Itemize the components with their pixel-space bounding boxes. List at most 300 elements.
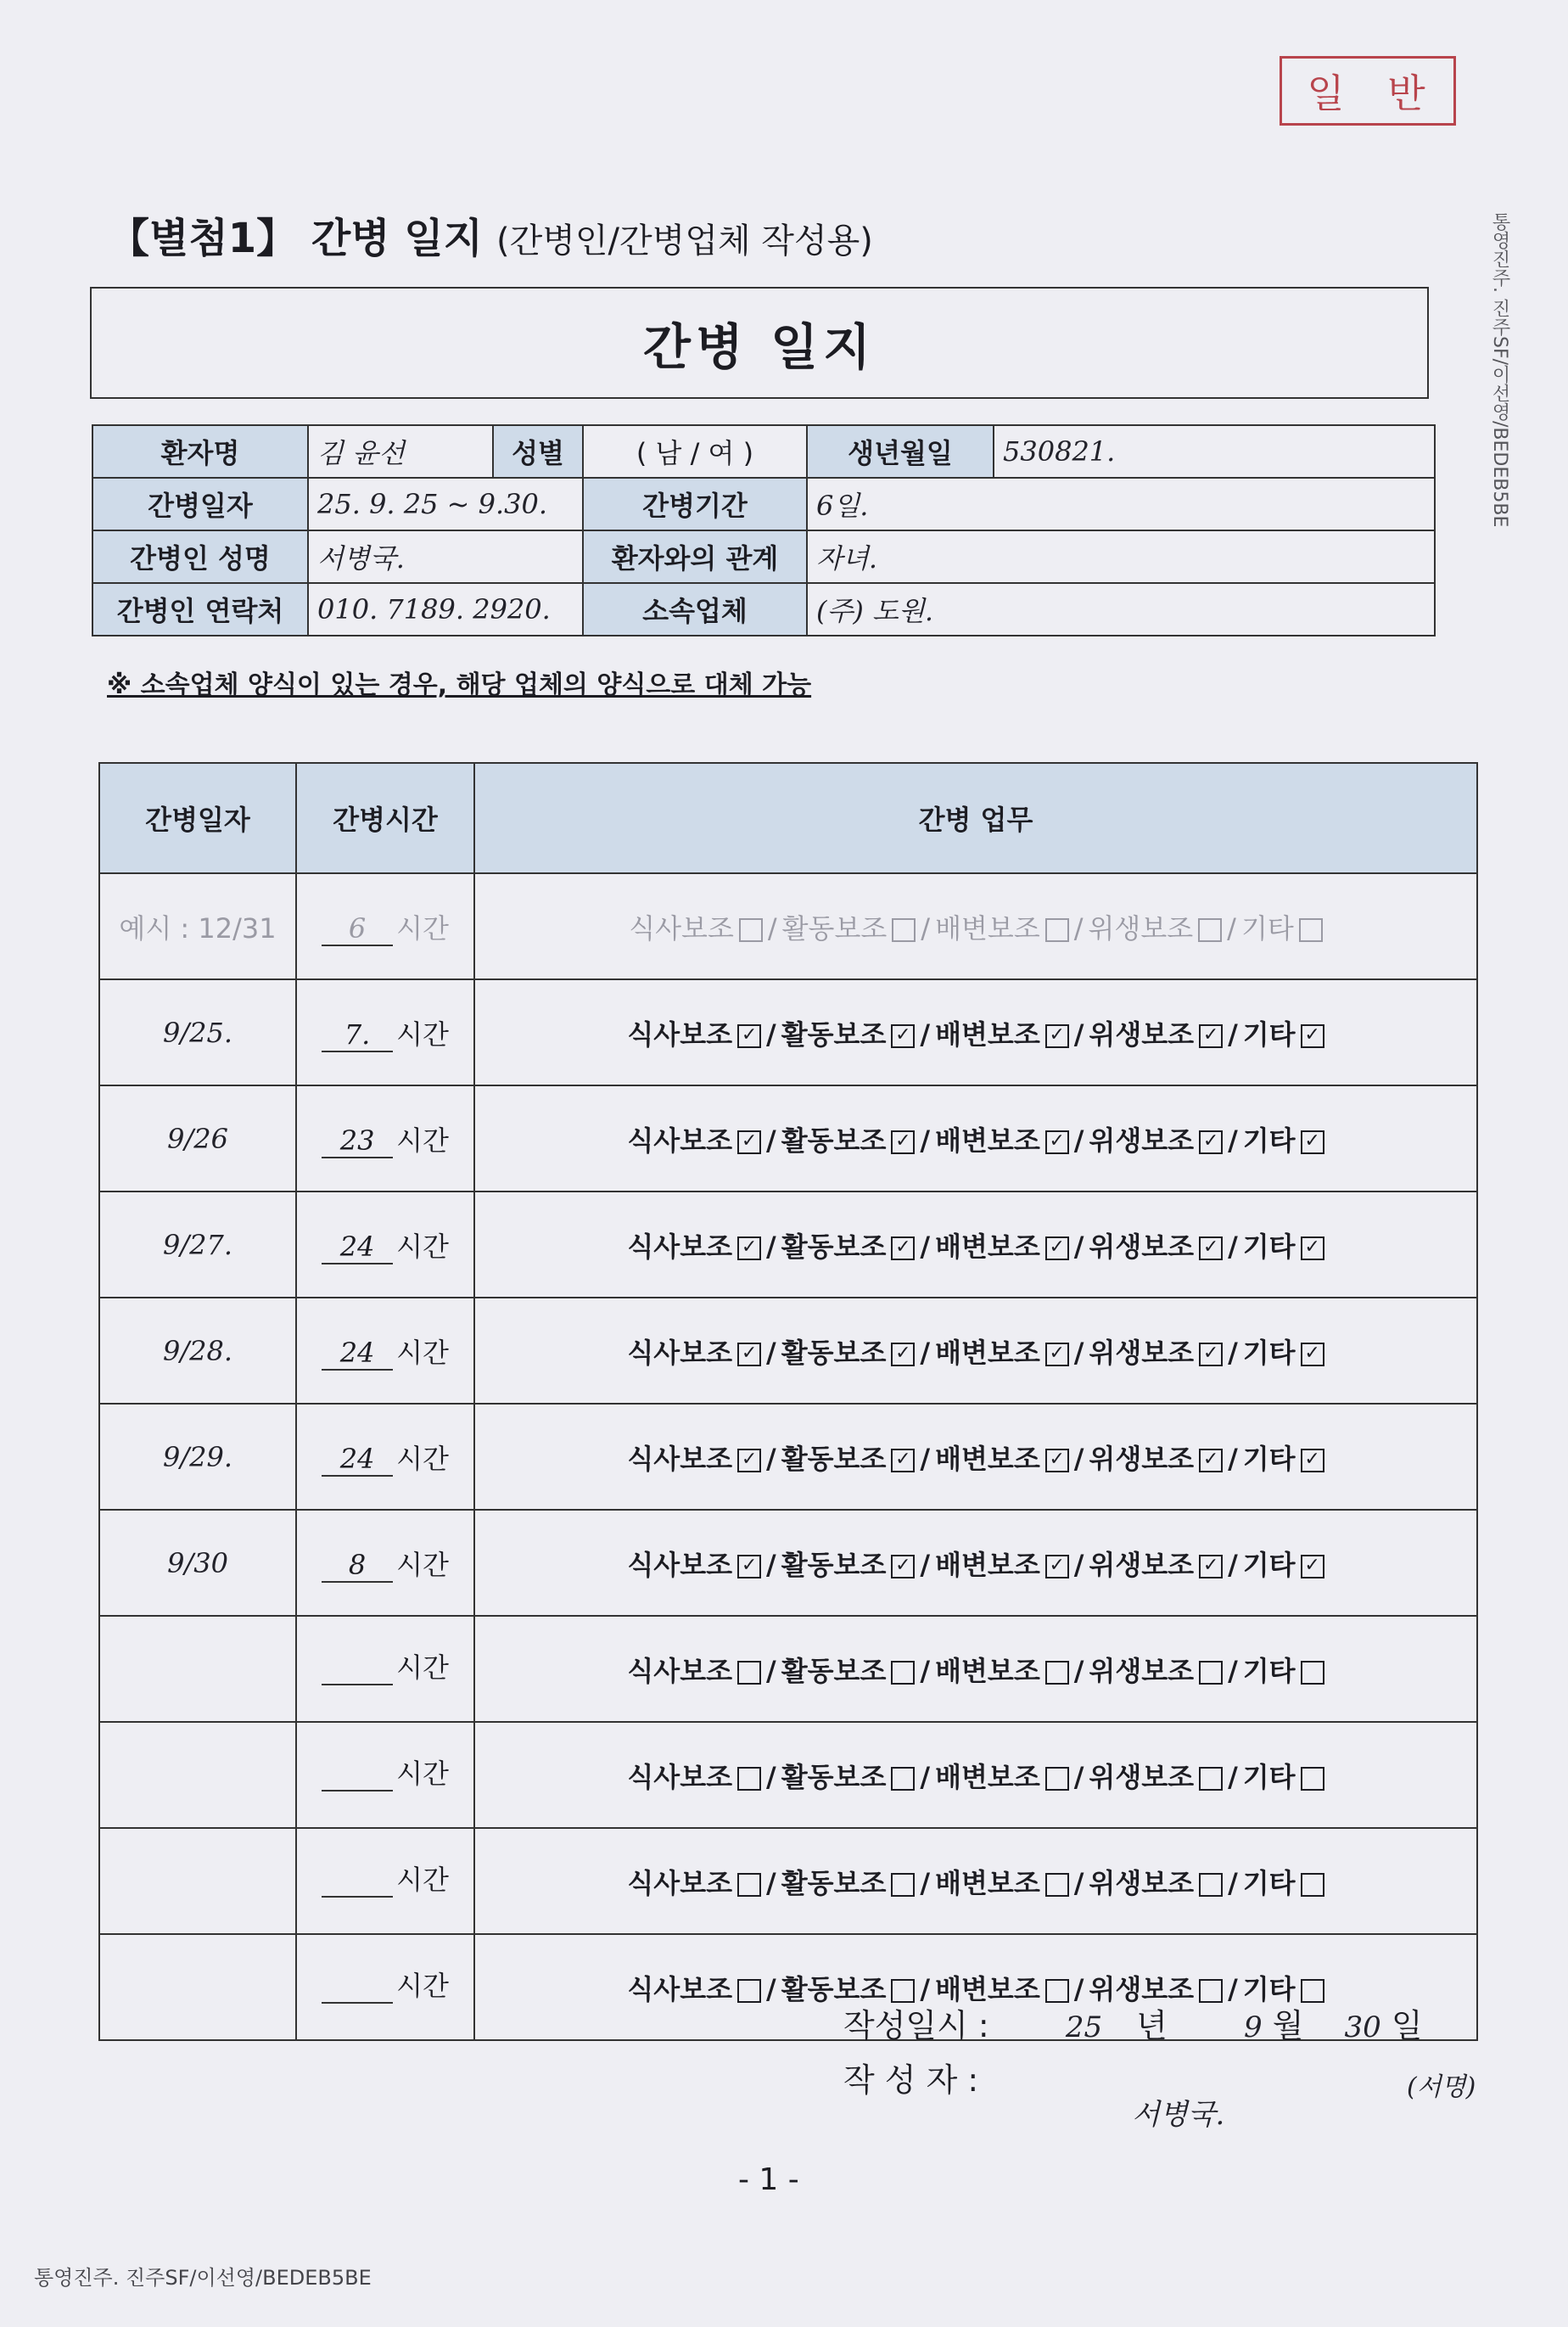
task-item: [935, 912, 1069, 945]
empty-box-icon[interactable]: [891, 1661, 915, 1685]
task-label: 식사보조: [627, 1760, 733, 1793]
task-label: 배변보조: [935, 1442, 1040, 1475]
task-separator: /: [1073, 1654, 1084, 1687]
task-item: [935, 1761, 1069, 1793]
task-label: 기타: [1242, 1866, 1296, 1899]
checked-box-icon[interactable]: ✓: [737, 1130, 761, 1154]
log-tasks-cell: [474, 1510, 1477, 1616]
empty-box-icon[interactable]: [1045, 1661, 1069, 1685]
task-separator: /: [767, 911, 777, 945]
task-label: 식사보조: [627, 1442, 733, 1475]
task-item: [1089, 1018, 1223, 1051]
log-row: [99, 1085, 1477, 1192]
task-item: [1089, 1655, 1223, 1687]
hour-unit: 시간: [396, 1651, 449, 1684]
checked-box-icon[interactable]: ✓: [737, 1449, 761, 1472]
task-label: 위생보조: [1089, 1230, 1195, 1263]
checked-box-icon[interactable]: ✓: [891, 1555, 915, 1578]
task-separator: /: [920, 1760, 931, 1793]
task-label: 배변보조: [935, 1548, 1040, 1581]
task-separator: /: [1073, 911, 1084, 945]
task-item: [935, 1337, 1069, 1369]
task-item: [781, 1018, 916, 1051]
log-header-row: [99, 763, 1477, 873]
empty-box-icon[interactable]: [1045, 918, 1069, 942]
task-label: 배변보조: [935, 1230, 1040, 1263]
log-date: [99, 1616, 296, 1722]
task-label: 위생보조: [1089, 1866, 1195, 1899]
log-hours-cell: [296, 1298, 474, 1404]
caregiver-contact-value: 010. 7189. 2920.: [308, 583, 583, 636]
empty-box-icon[interactable]: [891, 1767, 915, 1791]
task-separator: /: [1228, 1760, 1238, 1793]
checked-box-icon[interactable]: ✓: [737, 1555, 761, 1578]
empty-box-icon[interactable]: [737, 1767, 761, 1791]
checked-box-icon[interactable]: ✓: [1045, 1236, 1069, 1260]
log-hours[interactable]: [322, 2002, 393, 2004]
task-separator: /: [1073, 1760, 1084, 1793]
log-hours-cell: [296, 1722, 474, 1828]
empty-box-icon[interactable]: [1199, 1767, 1223, 1791]
task-label: 위생보조: [1089, 1654, 1195, 1687]
task-item: [1089, 1337, 1223, 1369]
log-row: [99, 1616, 1477, 1722]
task-separator: /: [920, 1866, 931, 1899]
task-label: 위생보조: [1089, 1124, 1195, 1157]
task-label: 식사보조: [627, 1018, 733, 1051]
document-title: 간병 일지: [90, 287, 1429, 399]
task-label: 위생보조: [1089, 1760, 1195, 1793]
day-unit: 일: [1391, 2007, 1423, 2044]
month-unit: 월: [1272, 2007, 1304, 2044]
task-separator: /: [766, 1654, 776, 1687]
checked-box-icon[interactable]: ✓: [1045, 1555, 1069, 1578]
task-label: 기타: [1240, 911, 1294, 945]
task-item: [1089, 1231, 1223, 1263]
log-tasks-cell: [474, 1085, 1477, 1192]
task-separator: /: [766, 1548, 776, 1581]
task-separator: /: [920, 1018, 931, 1051]
company-label: 소속업체: [583, 583, 807, 636]
written-day: 30: [1344, 2010, 1381, 2044]
log-hours-cell: [296, 1085, 474, 1192]
author-seal: (서명): [1407, 2072, 1476, 2102]
log-hours[interactable]: 24: [322, 1337, 393, 1371]
log-date: [99, 1934, 296, 2040]
checked-box-icon[interactable]: ✓: [737, 1343, 761, 1366]
author-line: [843, 2054, 1476, 2132]
task-separator: /: [921, 911, 931, 945]
task-label: 활동보조: [781, 1336, 887, 1369]
checked-box-icon[interactable]: ✓: [737, 1024, 761, 1048]
task-separator: /: [766, 1972, 776, 2005]
patient-info-table: [92, 424, 1436, 636]
checked-box-icon[interactable]: ✓: [1199, 1130, 1223, 1154]
log-hours[interactable]: 7.: [322, 1018, 393, 1052]
task-label: 활동보조: [781, 1654, 887, 1687]
task-separator: /: [766, 1124, 776, 1157]
checked-box-icon[interactable]: ✓: [1301, 1236, 1324, 1260]
empty-box-icon[interactable]: [1301, 1767, 1324, 1791]
task-item: [627, 1231, 761, 1263]
task-item: [781, 1867, 916, 1899]
task-item: [781, 1337, 916, 1369]
checked-box-icon[interactable]: ✓: [891, 1343, 915, 1366]
task-separator: /: [766, 1230, 776, 1263]
task-separator: /: [1073, 1866, 1084, 1899]
relation-value: 자녀.: [807, 530, 1435, 583]
hour-unit: 시간: [396, 1442, 449, 1475]
checked-box-icon[interactable]: ✓: [891, 1130, 915, 1154]
hour-unit: 시간: [396, 1548, 449, 1581]
log-hours[interactable]: 24: [322, 1443, 393, 1477]
task-separator: /: [1073, 1124, 1084, 1157]
task-label: 기타: [1242, 1548, 1296, 1581]
task-item: [627, 1018, 761, 1051]
checked-box-icon[interactable]: ✓: [1199, 1449, 1223, 1472]
task-label: 배변보조: [935, 1866, 1040, 1899]
written-year: 25: [1065, 2010, 1103, 2044]
log-hours[interactable]: [322, 1790, 393, 1792]
care-period-label: 간병기간: [583, 478, 807, 530]
author-signature: 서병국.: [1132, 2098, 1225, 2132]
care-date-value: 25. 9. 25 ~ 9.30.: [308, 478, 583, 530]
task-item: [935, 1443, 1069, 1475]
task-separator: /: [920, 1548, 931, 1581]
care-period-value: 6일.: [807, 478, 1435, 530]
empty-box-icon[interactable]: [737, 1873, 761, 1897]
task-separator: /: [766, 1442, 776, 1475]
task-item: [935, 1655, 1069, 1687]
written-date-line: [843, 1999, 1423, 2046]
task-label: 식사보조: [627, 1972, 733, 2005]
task-label: 위생보조: [1089, 1548, 1195, 1581]
classification-stamp: 일 반: [1280, 56, 1456, 126]
empty-box-icon[interactable]: [891, 1873, 915, 1897]
log-hours-cell: [296, 1828, 474, 1934]
task-item: [627, 1124, 761, 1157]
task-label: 배변보조: [935, 1654, 1040, 1687]
task-label: 활동보조: [781, 1548, 887, 1581]
task-label: 활동보조: [781, 1442, 887, 1475]
task-separator: /: [766, 1018, 776, 1051]
empty-box-icon[interactable]: [1045, 1873, 1069, 1897]
task-label: 위생보조: [1089, 1336, 1195, 1369]
task-item: [627, 1761, 761, 1793]
empty-box-icon[interactable]: [1301, 1873, 1324, 1897]
task-separator: /: [1228, 1548, 1238, 1581]
task-label: 활동보조: [781, 1230, 887, 1263]
task-separator: /: [920, 1336, 931, 1369]
log-hours-cell: [296, 1510, 474, 1616]
task-separator: /: [766, 1866, 776, 1899]
task-separator: /: [1228, 1230, 1238, 1263]
caregiver-name-label: 간병인 성명: [92, 530, 308, 583]
footer-document-id: 통영진주. 진주SF/이선영/BEDEB5BE: [34, 2266, 372, 2290]
gender-value: ( 남 / 여 ): [583, 425, 807, 478]
empty-box-icon[interactable]: [892, 918, 916, 942]
caregiver-contact-label: 간병인 연락처: [92, 583, 308, 636]
task-item: [627, 1867, 761, 1899]
relation-label: 환자와의 관계: [583, 530, 807, 583]
task-label: 활동보조: [781, 1866, 887, 1899]
checked-box-icon[interactable]: ✓: [1301, 1343, 1324, 1366]
example-hours-cell: [296, 873, 474, 979]
log-date: 9/28.: [99, 1298, 296, 1404]
task-separator: /: [766, 1760, 776, 1793]
task-label: 활동보조: [781, 1018, 887, 1051]
task-separator: /: [1227, 911, 1236, 945]
task-item: [1243, 1124, 1324, 1157]
log-hours-cell: [296, 1934, 474, 2040]
task-label: 기타: [1242, 1336, 1296, 1369]
task-item: [1089, 1761, 1223, 1793]
task-item: [781, 1124, 916, 1157]
checked-box-icon[interactable]: ✓: [891, 1024, 915, 1048]
col-header-date: 간병일자: [99, 763, 296, 873]
empty-box-icon[interactable]: [739, 918, 763, 942]
log-tasks-cell: [474, 1828, 1477, 1934]
task-item: [781, 1761, 916, 1793]
empty-box-icon[interactable]: [1199, 1661, 1223, 1685]
task-item: [1089, 1443, 1223, 1475]
task-item: [1243, 1655, 1324, 1687]
task-label: 식사보조: [627, 1866, 733, 1899]
task-item: [935, 1549, 1069, 1581]
log-tasks-cell: [474, 979, 1477, 1085]
task-separator: /: [1228, 1018, 1238, 1051]
task-label: 식사보조: [627, 1654, 733, 1687]
log-row: [99, 1722, 1477, 1828]
checked-box-icon[interactable]: ✓: [1045, 1024, 1069, 1048]
task-label: 기타: [1242, 1654, 1296, 1687]
log-date: [99, 1828, 296, 1934]
hour-unit: 시간: [396, 911, 449, 945]
log-row: [99, 1404, 1477, 1510]
hour-unit: 시간: [396, 1124, 449, 1157]
example-hours: 6: [322, 912, 393, 946]
log-tasks-cell: [474, 1404, 1477, 1510]
empty-box-icon[interactable]: [1198, 918, 1222, 942]
hour-unit: 시간: [396, 1863, 449, 1896]
log-row: [99, 1298, 1477, 1404]
birth-value: 530821.: [994, 425, 1435, 478]
task-label: 기타: [1242, 1018, 1296, 1051]
log-hours-cell: [296, 1192, 474, 1298]
log-tasks-cell: [474, 1616, 1477, 1722]
task-label: 기타: [1242, 1442, 1296, 1475]
task-item: [1243, 1337, 1324, 1369]
checked-box-icon[interactable]: ✓: [891, 1449, 915, 1472]
task-label: 식사보조: [629, 911, 734, 945]
task-item: [935, 1124, 1069, 1157]
task-separator: /: [1228, 1442, 1238, 1475]
task-label: 위생보조: [1089, 1442, 1195, 1475]
task-label: 기타: [1242, 1124, 1296, 1157]
task-separator: /: [1228, 1866, 1238, 1899]
checked-box-icon[interactable]: ✓: [891, 1236, 915, 1260]
task-separator: /: [766, 1336, 776, 1369]
log-row: [99, 1510, 1477, 1616]
checked-box-icon[interactable]: ✓: [1301, 1555, 1324, 1578]
example-tasks-cell: [474, 873, 1477, 979]
empty-box-icon[interactable]: [1301, 1661, 1324, 1685]
task-item: [629, 912, 763, 945]
task-label: 위생보조: [1089, 1972, 1195, 2005]
example-date: 예시 : 12/31: [99, 873, 296, 979]
task-label: 배변보조: [935, 1336, 1040, 1369]
task-separator: /: [1073, 1230, 1084, 1263]
task-separator: /: [1228, 1654, 1238, 1687]
log-row: [99, 1192, 1477, 1298]
log-hours[interactable]: [322, 1896, 393, 1898]
page-number: - 1 -: [738, 2162, 799, 2197]
hour-unit: 시간: [396, 1336, 449, 1369]
log-date: 9/29.: [99, 1404, 296, 1510]
written-month: 9: [1243, 2010, 1263, 2044]
log-date: [99, 1722, 296, 1828]
empty-box-icon[interactable]: [737, 1979, 761, 2003]
task-label: 식사보조: [627, 1230, 733, 1263]
log-hours[interactable]: 8: [322, 1549, 393, 1583]
task-item: [935, 1231, 1069, 1263]
company-value: (주) 도원.: [807, 583, 1435, 636]
task-item: [782, 912, 916, 945]
task-separator: /: [920, 1230, 931, 1263]
task-item: [781, 1443, 916, 1475]
task-item: [781, 1549, 916, 1581]
task-separator: /: [920, 1442, 931, 1475]
log-hours[interactable]: 24: [322, 1231, 393, 1264]
task-label: 식사보조: [627, 1548, 733, 1581]
empty-box-icon[interactable]: [1299, 918, 1323, 942]
caregiver-name-value: 서병국.: [308, 530, 583, 583]
task-item: [1089, 1867, 1223, 1899]
patient-name-value: 김 윤선: [308, 425, 493, 478]
task-item: [1243, 1231, 1324, 1263]
checked-box-icon[interactable]: ✓: [737, 1236, 761, 1260]
task-item: [935, 1867, 1069, 1899]
log-row: [99, 979, 1477, 1085]
year-unit: 년: [1136, 2007, 1168, 2044]
care-log-table: [98, 762, 1478, 2041]
task-separator: /: [1073, 1336, 1084, 1369]
col-header-time: 간병시간: [296, 763, 474, 873]
task-item: [781, 1231, 916, 1263]
log-date: 9/27.: [99, 1192, 296, 1298]
task-item: [1243, 1018, 1324, 1051]
task-item: [627, 1443, 761, 1475]
task-item: [1089, 1549, 1223, 1581]
task-separator: /: [1228, 1124, 1238, 1157]
task-label: 위생보조: [1088, 911, 1194, 945]
attachment-heading: [109, 205, 873, 264]
checked-box-icon[interactable]: ✓: [1045, 1449, 1069, 1472]
task-item: [627, 1337, 761, 1369]
written-date-label: 작성일시 :: [843, 2007, 989, 2044]
task-item: [1243, 1761, 1324, 1793]
task-label: 배변보조: [935, 1760, 1040, 1793]
task-separator: /: [920, 1972, 931, 2005]
task-item: [1241, 912, 1323, 945]
col-header-tasks: 간병 업무: [474, 763, 1477, 873]
log-tasks-cell: [474, 1192, 1477, 1298]
task-item: [1089, 912, 1223, 945]
side-document-id: 통영진주. 진주SF/이선영/BEDEB5BE: [1489, 212, 1510, 528]
empty-box-icon[interactable]: [1199, 1873, 1223, 1897]
checked-box-icon[interactable]: ✓: [1045, 1130, 1069, 1154]
log-tasks-cell: [474, 1298, 1477, 1404]
empty-box-icon[interactable]: [737, 1661, 761, 1685]
task-item: [627, 1973, 761, 2005]
checked-box-icon[interactable]: ✓: [1199, 1236, 1223, 1260]
checked-box-icon[interactable]: ✓: [1199, 1024, 1223, 1048]
patient-name-label: 환자명: [92, 425, 308, 478]
task-item: [935, 1018, 1069, 1051]
hour-unit: 시간: [396, 1969, 449, 2002]
task-separator: /: [1073, 1972, 1084, 2005]
checked-box-icon[interactable]: ✓: [1199, 1343, 1223, 1366]
task-label: 식사보조: [627, 1336, 733, 1369]
checked-box-icon[interactable]: ✓: [1045, 1343, 1069, 1366]
checked-box-icon[interactable]: ✓: [1301, 1130, 1324, 1154]
task-separator: /: [1228, 1336, 1238, 1369]
hour-unit: 시간: [396, 1230, 449, 1263]
task-item: [1243, 1549, 1324, 1581]
task-item: [1089, 1124, 1223, 1157]
task-label: 활동보조: [781, 1972, 887, 2005]
task-label: 활동보조: [781, 1760, 887, 1793]
hour-unit: 시간: [396, 1018, 449, 1051]
task-label: 배변보조: [935, 1972, 1040, 2005]
task-label: 위생보조: [1089, 1018, 1195, 1051]
birth-label: 생년월일: [807, 425, 994, 478]
task-label: 기타: [1242, 1972, 1296, 2005]
task-separator: /: [1073, 1548, 1084, 1581]
checked-box-icon[interactable]: ✓: [1301, 1449, 1324, 1472]
heading-subtext: (간병인/간병업체 작성용): [496, 221, 873, 261]
log-hours[interactable]: 23: [322, 1124, 393, 1158]
task-label: 배변보조: [935, 1124, 1040, 1157]
care-date-label: 간병일자: [92, 478, 308, 530]
task-label: 기타: [1242, 1230, 1296, 1263]
task-item: [627, 1655, 761, 1687]
task-separator: /: [1073, 1442, 1084, 1475]
task-item: [781, 1655, 916, 1687]
heading-text: 【별첨1】 간병 일지: [109, 215, 484, 262]
empty-box-icon[interactable]: [1045, 1767, 1069, 1791]
log-hours-cell: [296, 1404, 474, 1510]
checked-box-icon[interactable]: ✓: [1199, 1555, 1223, 1578]
log-hours[interactable]: [322, 1684, 393, 1685]
task-label: 배변보조: [935, 1018, 1040, 1051]
log-hours-cell: [296, 979, 474, 1085]
log-date: 9/25.: [99, 979, 296, 1085]
log-date: 9/30: [99, 1510, 296, 1616]
task-separator: /: [1073, 1018, 1084, 1051]
task-separator: /: [1228, 1972, 1238, 2005]
task-separator: /: [920, 1124, 931, 1157]
task-separator: /: [920, 1654, 931, 1687]
form-note: ※ 소속업체 양식이 있는 경우, 해당 업체의 양식으로 대체 가능: [107, 670, 812, 700]
author-label: 작 성 자 :: [843, 2061, 979, 2099]
example-row: [99, 873, 1477, 979]
task-item: [1243, 1867, 1324, 1899]
checked-box-icon[interactable]: ✓: [1301, 1024, 1324, 1048]
gender-label: 성별: [493, 425, 583, 478]
hour-unit: 시간: [396, 1757, 449, 1790]
task-item: [627, 1549, 761, 1581]
